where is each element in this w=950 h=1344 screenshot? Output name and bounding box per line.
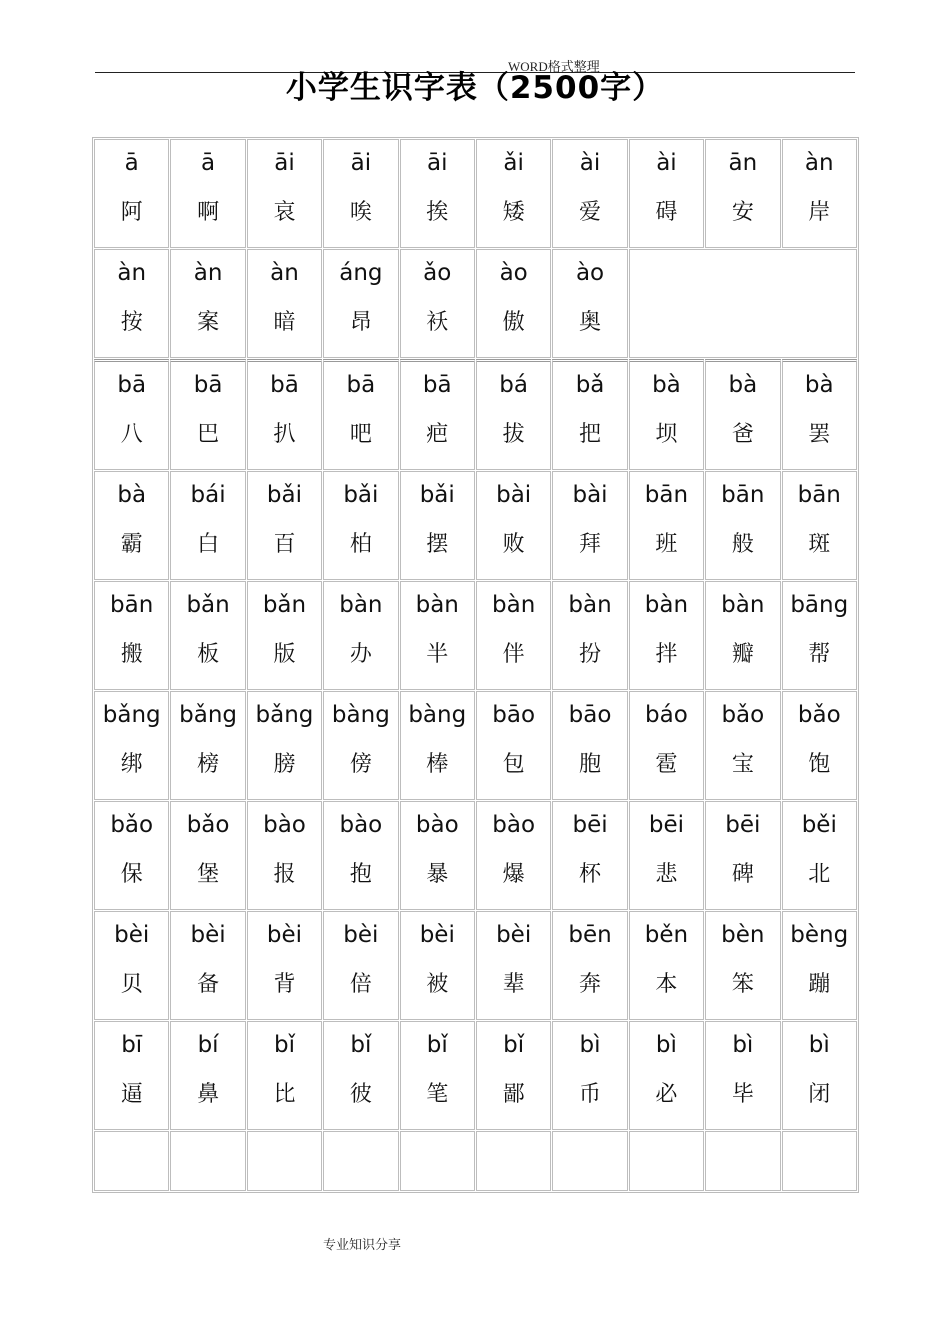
hanzi-char: 币 xyxy=(579,1082,602,1107)
char-cell xyxy=(247,1021,322,1130)
pinyin-label: bāo xyxy=(492,702,536,728)
char-cell xyxy=(705,139,780,248)
char-cell xyxy=(552,581,627,690)
pinyin-label: àn xyxy=(193,260,223,286)
char-cell xyxy=(782,581,857,690)
char-cell xyxy=(476,1021,551,1130)
hanzi-char: 宝 xyxy=(731,752,754,777)
pinyin-label: bǎi xyxy=(266,482,303,508)
hanzi-char: 胞 xyxy=(579,752,602,777)
pinyin-label: bǎi xyxy=(419,482,455,508)
pinyin-label: bèi xyxy=(266,922,303,948)
hanzi-char: 背 xyxy=(273,972,296,997)
pinyin-label: bā xyxy=(270,372,299,398)
page-title: 小学生识字表（2500字） xyxy=(285,70,665,106)
pinyin-label: áng xyxy=(339,260,383,286)
pinyin-label: àn xyxy=(270,260,299,286)
char-cell xyxy=(629,1021,704,1130)
hanzi-char: 阿 xyxy=(120,200,143,225)
char-cell xyxy=(629,581,704,690)
hanzi-char: 白 xyxy=(197,532,220,557)
pinyin-label: āi xyxy=(350,150,372,176)
pinyin-label: bào xyxy=(492,812,536,838)
char-cell xyxy=(705,801,780,910)
hanzi-char: 辈 xyxy=(502,972,525,997)
char-cell xyxy=(552,471,627,580)
char-cell xyxy=(629,801,704,910)
pinyin-label: bī xyxy=(121,1032,143,1058)
pinyin-label: bā xyxy=(193,372,223,398)
pinyin-label: běi xyxy=(801,812,837,838)
hanzi-char: 傍 xyxy=(349,752,372,777)
blank-cell xyxy=(782,1131,857,1191)
hanzi-char: 暗 xyxy=(273,310,296,335)
hanzi-char: 吧 xyxy=(349,422,372,447)
hanzi-char: 半 xyxy=(426,642,449,667)
hanzi-char: 坝 xyxy=(655,422,678,447)
hanzi-char: 爸 xyxy=(731,422,754,447)
hanzi-char: 悲 xyxy=(655,862,678,887)
hanzi-char: 奥 xyxy=(579,310,602,335)
hanzi-char: 棒 xyxy=(426,752,449,777)
pinyin-label: bàn xyxy=(492,592,536,618)
hanzi-char: 爱 xyxy=(579,200,602,225)
pinyin-label: běn xyxy=(644,922,689,948)
pinyin-label: bǐ xyxy=(503,1032,525,1058)
char-cell xyxy=(476,691,551,800)
blank-cell xyxy=(629,1131,704,1191)
pinyin-label: bài xyxy=(572,482,608,508)
char-cell xyxy=(323,139,398,248)
blank-cell xyxy=(247,1131,322,1191)
hanzi-char: 碑 xyxy=(731,862,754,887)
pinyin-label: bā xyxy=(117,372,147,398)
hanzi-char: 毕 xyxy=(731,1082,754,1107)
pinyin-label: ào xyxy=(499,260,528,286)
pinyin-label: àn xyxy=(117,260,147,286)
char-cell xyxy=(94,249,169,358)
pinyin-label: bā xyxy=(422,372,452,398)
pinyin-label: bàn xyxy=(568,592,612,618)
hanzi-char: 伴 xyxy=(502,642,525,667)
char-cell xyxy=(323,471,398,580)
char-cell xyxy=(94,139,169,248)
pinyin-label: bǎi xyxy=(343,482,379,508)
hanzi-char: 昂 xyxy=(349,310,372,335)
char-cell xyxy=(629,139,704,248)
hanzi-char: 鼻 xyxy=(197,1082,220,1107)
pinyin-label: bèi xyxy=(190,922,226,948)
pinyin-label: bā xyxy=(346,372,376,398)
char-cell xyxy=(323,1021,398,1130)
char-cell xyxy=(476,471,551,580)
char-cell xyxy=(782,1021,857,1130)
pinyin-label: bǎng xyxy=(102,702,161,728)
table-row xyxy=(94,581,857,690)
char-cell xyxy=(94,911,169,1020)
char-cell xyxy=(782,139,857,248)
pinyin-label: bàn xyxy=(415,592,459,618)
pinyin-label: bǎo xyxy=(110,812,154,838)
pinyin-label: bà xyxy=(804,372,834,398)
pinyin-label: bàn xyxy=(339,592,383,618)
hanzi-char: 奔 xyxy=(579,972,602,997)
pinyin-label: bǎn xyxy=(262,592,307,618)
char-cell xyxy=(705,1021,780,1130)
pinyin-label: bān xyxy=(110,592,154,618)
char-cell xyxy=(400,471,475,580)
table-row xyxy=(94,801,857,910)
hanzi-char: 榜 xyxy=(197,752,220,777)
hanzi-char: 逼 xyxy=(120,1082,143,1107)
char-cell xyxy=(323,691,398,800)
pinyin-label: bǎo xyxy=(186,812,230,838)
pinyin-label: bān xyxy=(721,482,765,508)
hanzi-char: 雹 xyxy=(655,752,678,777)
hanzi-char: 笨 xyxy=(731,972,754,997)
character-table xyxy=(92,137,859,1193)
hanzi-char: 爆 xyxy=(502,862,525,887)
hanzi-char: 瓣 xyxy=(731,642,754,667)
hanzi-char: 啊 xyxy=(197,200,220,225)
table-row xyxy=(94,471,857,580)
empty-row xyxy=(94,1131,857,1191)
pinyin-label: bǎo xyxy=(721,702,765,728)
char-cell xyxy=(247,581,322,690)
pinyin-label: bào xyxy=(263,812,306,838)
char-cell xyxy=(170,471,245,580)
hanzi-char: 贝 xyxy=(120,972,143,997)
char-cell xyxy=(400,581,475,690)
pinyin-label: ā xyxy=(124,150,139,176)
char-cell xyxy=(400,139,475,248)
pinyin-label: bà xyxy=(728,372,758,398)
table-row xyxy=(94,249,857,358)
pinyin-label: bá xyxy=(499,372,528,398)
pinyin-label: bàn xyxy=(721,592,765,618)
blank-cell xyxy=(552,1131,627,1191)
hanzi-char: 比 xyxy=(273,1082,296,1107)
char-cell xyxy=(629,471,704,580)
char-cell xyxy=(323,359,398,470)
hanzi-char: 把 xyxy=(579,422,602,447)
hanzi-char: 碍 xyxy=(655,200,678,225)
char-cell xyxy=(629,691,704,800)
hanzi-char: 般 xyxy=(731,532,754,557)
pinyin-label: bǐ xyxy=(426,1032,448,1058)
char-cell xyxy=(782,801,857,910)
char-cell xyxy=(552,1021,627,1130)
char-cell xyxy=(323,911,398,1020)
char-cell xyxy=(782,359,857,470)
hanzi-char: 帮 xyxy=(808,642,831,667)
hanzi-char: 彼 xyxy=(349,1082,372,1107)
pinyin-label: bǐ xyxy=(273,1032,295,1058)
pinyin-label: āi xyxy=(274,150,295,176)
char-cell xyxy=(247,139,322,248)
hanzi-char: 倍 xyxy=(349,972,372,997)
hanzi-char: 拌 xyxy=(655,642,678,667)
pinyin-label: bēi xyxy=(725,812,761,838)
hanzi-char: 八 xyxy=(120,422,143,447)
char-cell xyxy=(552,911,627,1020)
char-cell xyxy=(476,801,551,910)
hanzi-char: 岸 xyxy=(808,200,831,225)
char-cell xyxy=(552,249,627,358)
hanzi-char: 傲 xyxy=(502,310,525,335)
pinyin-label: bì xyxy=(579,1032,601,1058)
pinyin-label: bào xyxy=(339,812,383,838)
hanzi-char: 矮 xyxy=(502,200,525,225)
table-row xyxy=(94,691,857,800)
hanzi-char: 杯 xyxy=(579,862,602,887)
char-cell xyxy=(782,471,857,580)
char-cell xyxy=(94,801,169,910)
hanzi-char: 挨 xyxy=(426,200,449,225)
char-cell xyxy=(552,139,627,248)
char-cell xyxy=(400,691,475,800)
char-cell xyxy=(170,911,245,1020)
char-cell xyxy=(705,911,780,1020)
char-cell xyxy=(705,471,780,580)
char-cell xyxy=(476,359,551,470)
char-cell xyxy=(782,911,857,1020)
hanzi-char: 哀 xyxy=(273,200,296,225)
hanzi-char: 疤 xyxy=(426,422,449,447)
pinyin-label: bàng xyxy=(408,702,467,728)
hanzi-char: 案 xyxy=(197,310,220,335)
pinyin-label: bái xyxy=(190,482,226,508)
hanzi-char: 罢 xyxy=(808,422,831,447)
blank-cell xyxy=(323,1131,398,1191)
char-cell xyxy=(476,911,551,1020)
blank-cell xyxy=(400,1131,475,1191)
char-cell xyxy=(476,581,551,690)
pinyin-label: bài xyxy=(496,482,532,508)
pinyin-label: ào xyxy=(575,260,605,286)
hanzi-char: 唉 xyxy=(349,200,372,225)
pinyin-label: ān xyxy=(728,150,758,176)
char-cell xyxy=(247,911,322,1020)
pinyin-label: bì xyxy=(732,1032,754,1058)
char-cell xyxy=(400,1021,475,1130)
char-cell xyxy=(705,581,780,690)
hanzi-char: 被 xyxy=(426,972,449,997)
pinyin-label: āi xyxy=(427,150,448,176)
pinyin-label: bà xyxy=(117,482,147,508)
char-cell xyxy=(782,691,857,800)
char-cell xyxy=(170,581,245,690)
hanzi-char: 扒 xyxy=(273,422,296,447)
char-cell xyxy=(476,139,551,248)
hanzi-char: 笔 xyxy=(426,1082,449,1107)
pinyin-label: bǎo xyxy=(797,702,841,728)
char-cell xyxy=(400,911,475,1020)
hanzi-char: 拔 xyxy=(502,422,525,447)
pinyin-label: ài xyxy=(579,150,601,176)
hanzi-char: 膀 xyxy=(273,752,296,777)
hanzi-char: 抱 xyxy=(349,862,372,887)
char-cell xyxy=(94,359,169,470)
pinyin-label: bǎng xyxy=(255,702,314,728)
hanzi-char: 巴 xyxy=(197,422,220,447)
pinyin-label: bì xyxy=(655,1032,677,1058)
char-cell xyxy=(94,471,169,580)
table-row xyxy=(94,139,857,248)
char-cell xyxy=(552,691,627,800)
hanzi-char: 闭 xyxy=(808,1082,831,1107)
hanzi-char: 扮 xyxy=(579,642,602,667)
hanzi-char: 北 xyxy=(808,862,831,887)
hanzi-char: 霸 xyxy=(120,532,143,557)
footer-text: 专业知识分享 xyxy=(323,1238,402,1253)
hanzi-char: 备 xyxy=(197,972,220,997)
char-cell xyxy=(400,249,475,358)
pinyin-label: bāo xyxy=(568,702,612,728)
char-cell xyxy=(552,801,627,910)
char-cell xyxy=(323,801,398,910)
hanzi-char: 鄙 xyxy=(502,1082,525,1107)
char-cell xyxy=(705,359,780,470)
char-cell xyxy=(94,1021,169,1130)
hanzi-char: 班 xyxy=(655,532,678,557)
pinyin-label: bèi xyxy=(114,922,150,948)
char-cell xyxy=(170,139,245,248)
pinyin-label: bēn xyxy=(568,922,612,948)
char-cell xyxy=(705,691,780,800)
hanzi-char: 摆 xyxy=(426,532,449,557)
char-cell xyxy=(170,359,245,470)
hanzi-char: 版 xyxy=(273,642,296,667)
pinyin-label: báo xyxy=(645,702,688,728)
pinyin-label: bèng xyxy=(790,922,849,948)
char-cell xyxy=(400,801,475,910)
pinyin-label: bǎ xyxy=(575,372,605,398)
pinyin-label: ài xyxy=(656,150,677,176)
pinyin-label: bǐ xyxy=(350,1032,372,1058)
char-cell xyxy=(629,911,704,1020)
pinyin-label: bèi xyxy=(419,922,455,948)
hanzi-char: 蹦 xyxy=(808,972,831,997)
pinyin-label: bēi xyxy=(648,812,684,838)
pinyin-label: bào xyxy=(415,812,459,838)
pinyin-label: bèi xyxy=(496,922,532,948)
pinyin-label: bāng xyxy=(790,592,849,618)
table-row xyxy=(94,1021,857,1130)
pinyin-label: bān xyxy=(644,482,689,508)
hanzi-char: 斑 xyxy=(808,532,831,557)
pinyin-label: bǎng xyxy=(179,702,238,728)
table-row xyxy=(94,359,857,470)
char-cell xyxy=(247,471,322,580)
hanzi-char: 按 xyxy=(120,310,143,335)
hanzi-char: 堡 xyxy=(197,862,220,887)
pinyin-label: bèn xyxy=(721,922,765,948)
pinyin-label: bì xyxy=(808,1032,830,1058)
char-cell xyxy=(323,581,398,690)
blank-cell xyxy=(476,1131,551,1191)
pinyin-label: bèi xyxy=(343,922,379,948)
hanzi-char: 拜 xyxy=(579,532,602,557)
blank-cell xyxy=(705,1131,780,1191)
char-cell xyxy=(400,359,475,470)
char-cell xyxy=(170,249,245,358)
pinyin-label: ǎo xyxy=(423,260,452,286)
pinyin-label: bǎn xyxy=(186,592,230,618)
pinyin-label: bān xyxy=(797,482,841,508)
char-cell xyxy=(476,249,551,358)
char-cell xyxy=(247,691,322,800)
hanzi-char: 绑 xyxy=(120,752,143,777)
char-cell xyxy=(629,359,704,470)
hanzi-char: 柏 xyxy=(349,532,372,557)
char-cell xyxy=(170,1021,245,1130)
hanzi-char: 办 xyxy=(349,642,372,667)
pinyin-label: bí xyxy=(197,1032,219,1058)
hanzi-char: 饱 xyxy=(808,752,831,777)
pinyin-label: bà xyxy=(652,372,681,398)
pinyin-label: ǎi xyxy=(503,150,524,176)
char-cell xyxy=(170,801,245,910)
pinyin-label: ā xyxy=(201,150,216,176)
hanzi-char: 板 xyxy=(197,642,220,667)
blank-cell xyxy=(94,1131,169,1191)
char-cell xyxy=(247,249,322,358)
pinyin-label: bēi xyxy=(572,812,608,838)
hanzi-char: 必 xyxy=(655,1082,678,1107)
hanzi-char: 暴 xyxy=(426,862,449,887)
pinyin-label: bàng xyxy=(331,702,390,728)
blank-cell xyxy=(629,249,857,358)
hanzi-char: 包 xyxy=(502,752,525,777)
pinyin-label: àn xyxy=(804,150,834,176)
char-cell xyxy=(170,691,245,800)
char-cell xyxy=(94,691,169,800)
hanzi-char: 保 xyxy=(120,862,143,887)
char-cell xyxy=(247,359,322,470)
pinyin-label: bàn xyxy=(644,592,689,618)
blank-cell xyxy=(170,1131,245,1191)
hanzi-char: 败 xyxy=(502,532,525,557)
char-cell xyxy=(552,359,627,470)
char-cell xyxy=(323,249,398,358)
hanzi-char: 袄 xyxy=(426,310,449,335)
hanzi-char: 搬 xyxy=(120,642,143,667)
hanzi-char: 报 xyxy=(273,862,296,887)
header-note: WORD格式整理 xyxy=(508,59,600,74)
hanzi-char: 安 xyxy=(731,200,754,225)
char-cell xyxy=(94,581,169,690)
table-row xyxy=(94,911,857,1020)
char-cell xyxy=(247,801,322,910)
hanzi-char: 本 xyxy=(655,972,678,997)
hanzi-char: 百 xyxy=(273,532,296,557)
